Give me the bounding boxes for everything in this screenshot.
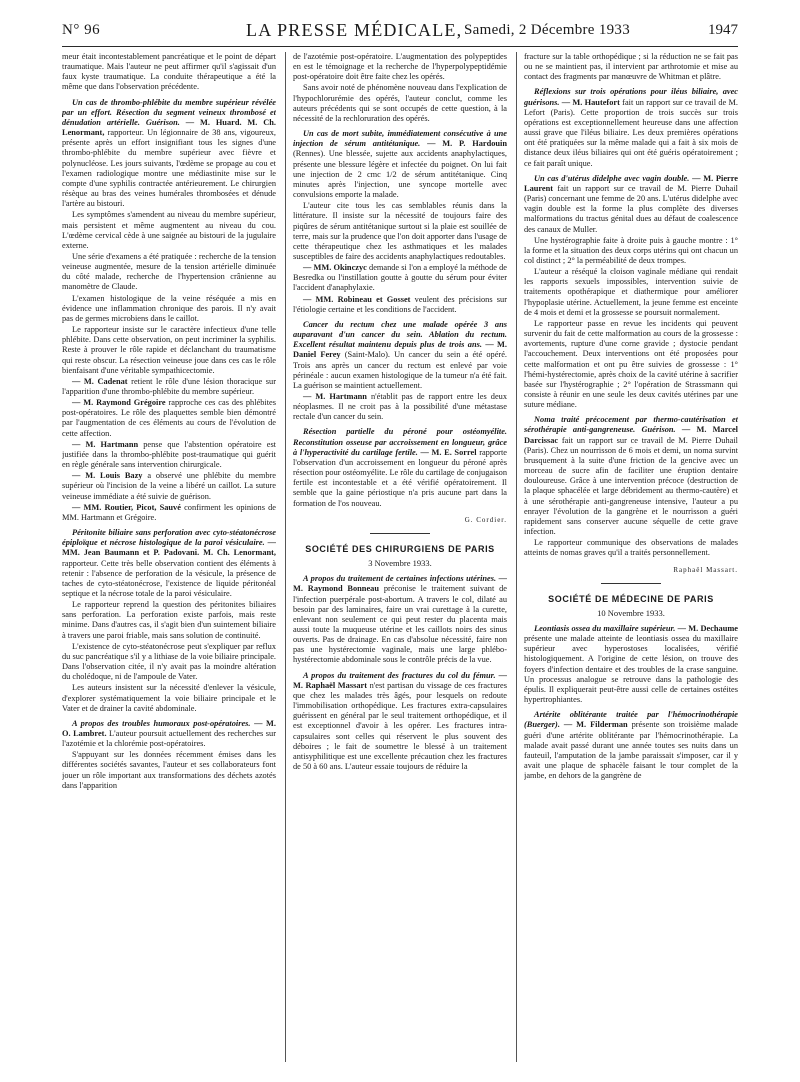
- paragraph: L'auteur cite tous les cas semblables réunis dans la littérature. Il insiste sur la nécessité de toujours faire des piqûres de sérum antitétanique surtout si la plaie est souillée de terre, mais sur la prudence que l'on doit apporter dans l'usage de cette thérapeutique chez les asthmatiques et les malades susceptibles de faire des accidents anaphylactiques redoutables.: [293, 201, 507, 261]
- article-text: fait un rapport sur ce travail de M. Lefort (Paris). Cette proportion de trois succès sur trois opérations est exceptionnellement heureuse dans une affection aussi grave que l'iléus biliaire. Les deux premières opérations ont été pratiquées sur la même malade qui a fait à six mois de distance deux iléus biliaires qui ont été guéris opératoirement ; ce fait paraît unique.: [524, 97, 738, 168]
- article-text: fait un rapport sur ce travail de M. Pierre Duhail (Paris). Chez un nourrisson de 6 mois et demi, un noma survint brusquement à la suite d'une friction de la gencive avec un morceau de sucre afin de faciliter une éruption dentaire douloureuse. Grâce à une intervention précoce (destruction de la plaque sphacélée et large débridement au thermo-cautère) et à une sérothérapie anti-gangreneuse intensive, l'auteur a pu enrayer l'évolution de la gangrène et le nourrisson a guéri rapidement sans conserver aucune séquelle de cette grave infection.: [524, 435, 738, 537]
- article-entry: [524, 174, 738, 235]
- article-authors: — M. Huard. M. Ch. Lenormant,: [62, 117, 276, 138]
- article-entry: [524, 415, 738, 537]
- issue-number: N° 96: [62, 22, 101, 38]
- article-authors: — M. Filderman: [563, 720, 628, 730]
- paragraph: L'existence de cyto-stéatonécrose peut s'expliquer par reflux du suc pancréatique s'il y a lithiase de la voie biliaire principale. Dans l'observation citée, il n'y avait pas la moindre altération du cholédoque, ni de l'ampoule de Vater.: [62, 641, 276, 682]
- article-text: fait un rapport sur ce travail de M. Pierre Duhail (Paris) concernant une femme de 20 ans. L'utérus didelphe avec vagin double est la forme la plus complète des diverses malformations du tractus génital dues au défaut de coalescence des canaux de Muller.: [524, 183, 738, 234]
- column-left: [62, 52, 276, 1062]
- article-title: Un cas d'utérus didelphe avec vagin double.: [534, 173, 690, 183]
- discussion-text: a observé une phlébite du membre supérieur où l'incision de la veine a libéré un caillot. La suture veineuse immédiate a été suivie de guérison.: [62, 471, 276, 501]
- article-title: Résection partielle du péroné pour ostéomyélite. Reconstitution osseuse par accroissement en longueur, grâce à l'hyperactivité du cartilage fertile.: [293, 427, 507, 457]
- article-title: Artérite oblitérante traitée par l'hémocrinothérapie (Buerger).: [524, 710, 738, 730]
- paragraph: Le rapporteur communique des observations de malades atteints de nomas graves qu'il a traités personnellement.: [524, 538, 738, 558]
- column-middle: [293, 52, 507, 1062]
- signature: G. Cordier.: [464, 515, 507, 524]
- article-title: Noma traité précocement par thermo-cautérisation et sérothérapie anti-gangreneuse. Guérison.: [524, 415, 738, 435]
- column-divider: [285, 52, 286, 1062]
- discussion-text: n'établit pas de rapport entre les deux néoplasmes. Il ne croit pas à la possibilité d'une métastase rectale d'un cancer du sein.: [293, 392, 507, 422]
- discussion-paragraph: [293, 295, 507, 315]
- article-text: préconise le traitement suivant de l'infection puerpérale post-abortum. A travers le col, dilaté au besoin par des laminaires, faire un vrai curettage à la curette, enlevant non seulement ce qui peut rester du placenta mais aussi toute la muqueuse utérine et les caillots noirs des sinus ouverts. Pas de drainage. En cas d'absolue nécessité, faire non pas une hystérectomie vaginale, mais une large phlébo-hystérectomie abdominale sous le contrôle précis de la vue.: [293, 584, 507, 665]
- issue-date: Samedi, 2 Décembre 1933: [464, 22, 631, 38]
- article-title: Péritonite biliaire sans perforation avec cyto-stéatonécrose épiploïque et nécrose histologique de la paroi vésiculaire.: [62, 528, 276, 548]
- discussion-paragraph: [293, 263, 507, 293]
- discussion-paragraph: [62, 377, 276, 397]
- discussion-text: demande si l'on a employé la méthode de Besredka ou l'instillation goutte à goutte du sérum pour éviter l'accident d'anaphylaxie.: [293, 263, 507, 293]
- discussion-paragraph: [62, 440, 276, 470]
- article-authors: — M. E. Sorrel: [420, 447, 477, 457]
- society-heading: SOCIÉTÉ DES CHIRURGIENS DE PARIS: [305, 543, 495, 554]
- discussion-text: veulent des précisions sur l'étiologie certaine et les conditions de l'accident.: [293, 294, 507, 314]
- article-text: présente son troisième malade guéri d'une artérite oblitérante par l'hémocrinothérapie. La malade avait passé durant une année toutes ses nuits dans un fauteuil, l'amputation de la jambe paraissait s'imposer, car il y avait une plaque de sphacèle faisant le tour complet de la jambe, en dehors de la gangrène de: [524, 720, 738, 781]
- article-authors: — M. O. Lambret.: [62, 718, 276, 738]
- discussion-text: rapproche ces cas des phlébites post-opératoires. Le rôle des plaquettes semble bien démontré par l'augmentation de ces éléments au cours de l'évolution de cette affection.: [62, 398, 276, 438]
- discussant: — M. Raymond Grégoire: [72, 398, 166, 408]
- article-authors: — M. Marcel Darcissac: [524, 425, 738, 445]
- article-authors: — M. P. Hardouin: [427, 139, 507, 149]
- article-title: Réflexions sur trois opérations pour iléus biliaire, avec guérisons.: [524, 87, 738, 107]
- discussion-paragraph: [62, 398, 276, 439]
- discussant: — MM. Routier, Picot, Sauvé: [72, 502, 181, 512]
- paragraph: Le rapporteur passe en revue les incidents qui peuvent survenir du fait de cette malformation au cours de la grossesse : avortements, rupture d'une corne gravide ; dystocie pendant l'accouchement. Deux interventions ont été proposées pour cette malformation et ont pu être suivies de grossesse : 1° l'hémi-hystérectomie, après choix de la cavité utérine à sacrifier basée sur l'hystérographie ; 2° l'opération de Strassmann qui consiste à réunir en une seule les deux cavités utérines par une suture médiane.: [524, 318, 738, 410]
- article-entry: [293, 427, 507, 508]
- page-header: [62, 20, 738, 46]
- article-text: (Rennes). Une blessée, sujette aux accidents anaphylactiques, présente une blessure légère et infectée du poignet. On lui fait une injection de 2 cmc 1/2 de sérum antitétanique. Cinq minutes après l'injection, une syncope mortelle avec convulsions emporte la malade.: [293, 149, 507, 200]
- article-authors: — M. Pierre Laurent: [524, 173, 738, 193]
- journal-title: LA PRESSE MÉDICALE,: [246, 20, 463, 40]
- paragraph: S'appuyant sur les données récemment émises dans les différentes sociétés savantes, l'auteur et ses collaborateurs font jouer un rôle important aux transformations des déchets azotés dans l'apparition: [62, 750, 276, 790]
- section-divider: [370, 533, 430, 534]
- article-entry: [524, 87, 738, 168]
- article-title: A propos des troubles humoraux post-opératoires.: [72, 718, 251, 728]
- article-authors: — M. Daniel Ferey: [293, 340, 507, 360]
- discussant: — MM. Okinczyc: [303, 263, 367, 273]
- article-entry: [293, 671, 507, 773]
- discussant: — MM. Robineau et Gosset: [303, 294, 411, 304]
- article-text: présente une malade atteinte de leontiasis ossea du maxillaire supérieur avec hyperostoses localisées, vérifié histologiquement. A l'origine de cette lésion, on trouve des foyers d'infection dentaire et des troubles de la crase sanguine. Un processus analogue se retrouve dans la pathologie des épulis. Il expliquerait peut-être aussi celle de certaines ostéites hypertrophiantes.: [524, 634, 738, 705]
- discussion-paragraph: [62, 503, 276, 523]
- discussant: — M. Louis Bazy: [72, 471, 143, 481]
- paragraph: Sans avoir noté de phénomène nouveau dans l'explication de l'hypochlorurémie des opérés, l'auteur conclut, comme les auteurs précédents qui se sont occupés de cette question, à la nécessité de la rechloruration des opérés.: [293, 83, 507, 123]
- header-rule: [62, 46, 738, 47]
- column-right: [524, 52, 738, 1062]
- article-authors: — M. Raphaël Massart: [293, 670, 507, 690]
- article-title: Un cas de thrombo-phlébite du membre supérieur révélée par un effort. Résection du segment veineux thrombosé et dénudation artérielle. Guérison.: [62, 97, 276, 127]
- discussion-paragraph: [62, 471, 276, 501]
- paragraph: Les auteurs insistent sur la nécessité d'enlever la vésicule, d'explorer systématiquement la voie biliaire principale et le Vater et de drainer la cavité abdominale.: [62, 683, 276, 713]
- article-title: A propos du traitement des fractures du col du fémur.: [303, 670, 496, 680]
- discussion-text: retient le rôle d'une lésion thoracique sur l'apparition d'une thrombo-phlébite du membre supérieur.: [62, 376, 276, 396]
- signature: Raphaël Massart.: [673, 565, 738, 574]
- paragraph: Le rapporteur reprend la question des péritonites biliaires sans perforation. La perforation existe parfois, mais reste minime. Dans d'autres cas, il s'agit bien d'un suintement biliaire à travers une paroi friable, mais sans solution de continuité.: [62, 600, 276, 640]
- article-authors: — M. Dechaume: [677, 623, 738, 633]
- discussion-text: pense que l'abstention opératoire est justifiée dans la thrombo-phlébite post-traumatique qui guérit en règle générale sans intervention chirurgicale.: [62, 439, 276, 470]
- article-entry: [293, 129, 507, 200]
- article-entry: [293, 574, 507, 665]
- article-entry: [62, 719, 276, 749]
- paragraph: Une hystérographie faite à droite puis à gauche montre : 1° la forme et la situation des deux corps utérins qui ont chacun un col distinct ; 2° la perméabilité de deux trompes.: [524, 235, 738, 265]
- article-entry: [524, 624, 738, 705]
- article-text: (Saint-Malo). Un cancer du sein a été opéré. Trois ans après un cancer du rectum est enlevé par voie périnéale : aucun examen histologique de la tumeur n'a été fait. La guérison se maintient actuellement.: [293, 350, 507, 390]
- article-text: rapporte l'observation d'un accroissement en longueur du péroné après résection pour ostéomyélite. Le rôle du cartilage de conjugaison fertile est incontestable et a été vérifié opératoirement. Il semble que la gaine périostique n'a pris aucune part dans la formation de l'os nouveau.: [293, 447, 507, 508]
- article-title: Leontiasis ossea du maxillaire supérieur.: [534, 623, 676, 633]
- discussion-text: confirment les opinions de MM. Hartmann et Grégoire.: [62, 502, 276, 522]
- society-date: 3 Novembre 1933.: [368, 558, 432, 569]
- paragraph: L'examen histologique de la veine réséquée a mis en évidence une inflammation chronique des parois. Il n'y avait pas de germes microbiens dans le caillot.: [62, 293, 276, 323]
- article-authors: — M. Hautefort: [561, 97, 620, 107]
- article-text: L'auteur poursuit actuellement des recherches sur l'azotémie et la chlorémie post-opératoires.: [62, 729, 276, 749]
- society-heading: SOCIÉTÉ DE MÉDECINE DE PARIS: [548, 593, 714, 604]
- article-entry: [62, 98, 276, 210]
- discussant: — M. Cadenat: [72, 376, 128, 386]
- paragraph: meur était incontestablement pancréatique et le point de départ traumatique. Mais l'auteur ne peut affirmer qu'il s'agissait d'un faux kyste traumatique. La conduite thérapeutique a été la même que dans l'observation précédente.: [62, 52, 276, 92]
- paragraph: Une série d'examens a été pratiquée : recherche de la tension veineuse augmentée, mesure de la tension artérielle diminuée du côté malade, recherche de l'hypertension crânienne au manomètre de Claude.: [62, 251, 276, 292]
- article-title: Cancer du rectum chez une malade opérée 3 ans auparavant d'un cancer du sein. Ablation du rectum. Excellent résultat maintenu depuis plus de trois ans.: [293, 319, 507, 350]
- paragraph: L'auteur a réséqué la cloison vaginale médiane qui rendait les rapports sexuels impossibles, intervention suivie de traitements opothérapique et diathermique pour améliorer l'hypoplasie utérine. Actuellement, la jeune femme est enceinte de 4 mois et demi et la grossesse se poursuit normalement.: [524, 267, 738, 317]
- paragraph: Les symptômes s'amendent au niveau du membre supérieur, mais persistent et même augmentent au niveau du cou. L'œdème cervical cède à une saignée au bistouri de la jugulaire externe.: [62, 210, 276, 250]
- article-entry: [293, 320, 507, 391]
- paragraph: de l'azotémie post-opératoire. L'augmentation des polypeptides en est le témoignage et la recherche de l'hyperpolypeptidémie post-opératoire doit être faite chez les opérés.: [293, 52, 507, 82]
- article-title: Un cas de mort subite, immédiatement consécutive à une injection de sérum antitétanique.: [293, 129, 507, 149]
- article-text: n'est partisan du vissage de ces fractures que chez les malades très âgés, pour lesquels on redoute l'immobilisation orthopédique. Les fractures extra-capsulaires guérissent en général par le seul traitement orthopédique, et il est exceptionnel d'avoir à les opérer. Les fractures intra-capsulaires sont celles qui réservent le plus souvent des déboires ; le fait de soumettre le blessé à un traitement antisyphilitique est une excellente précaution chez les fractures de 50 à 60 ans. L'auteur essaie toujours de réduire la: [293, 680, 507, 771]
- section-divider: [601, 583, 661, 584]
- page-number: 1947: [708, 22, 738, 38]
- article-title: A propos du traitement de certaines infections utérines.: [303, 574, 497, 584]
- discussion-paragraph: [293, 392, 507, 422]
- article-authors: — MM. Jean Baumann et P. Padovani. M. Ch. Lenormant,: [62, 538, 276, 558]
- article-text: rapporteur. Un légionnaire de 38 ans, vigoureux, présente après un effort insignifiant tous les signes d'une thrombo-phlébite du membre supérieur avec fièvre et polynucléose. Les jours suivants, l'œdème se propage au cou et l'examen radiologique montre une médiastinite mise sur le compte d'une syphilis contractée antérieurement. Le chirurgien résèque au bras des veines humérales thrombosées et dénude l'artère au bistouri.: [62, 128, 276, 209]
- society-date: 10 Novembre 1933.: [597, 607, 665, 618]
- article-entry: [62, 528, 276, 599]
- discussant: — M. Hartmann: [303, 392, 367, 401]
- article-text: rapporteur. Cette très belle observation contient des éléments à retenir : l'absence de perforation de la vésicule, la présence de taches de cyto-stéatonécrose, l'existence de liquide péritonéal septique et la nécrose totale de la paroi vésiculaire.: [62, 558, 276, 598]
- article-authors: — M. Raymond Bonneau: [293, 574, 507, 594]
- article-entry: [524, 710, 738, 781]
- discussant: — M. Hartmann: [72, 439, 139, 449]
- column-divider: [516, 52, 517, 1062]
- paragraph: fracture sur la table orthopédique ; si la réduction ne se fait pas ou ne se maintient pas, il intervient par arthrotomie et mise au contact des fragments par manœuvre de Whitman et plâtre.: [524, 52, 738, 82]
- paragraph: Le rapporteur insiste sur le caractère infectieux d'une telle phlébite. Dans cette observation, on peut incriminer la syphilis. Reste à prouver le rôle rapide et déclanchant du traumatisme qui reste obscur. La résection veineuse joue dans ces cas le rôle bienfaisant d'une véritable sympathicectomie.: [62, 325, 276, 375]
